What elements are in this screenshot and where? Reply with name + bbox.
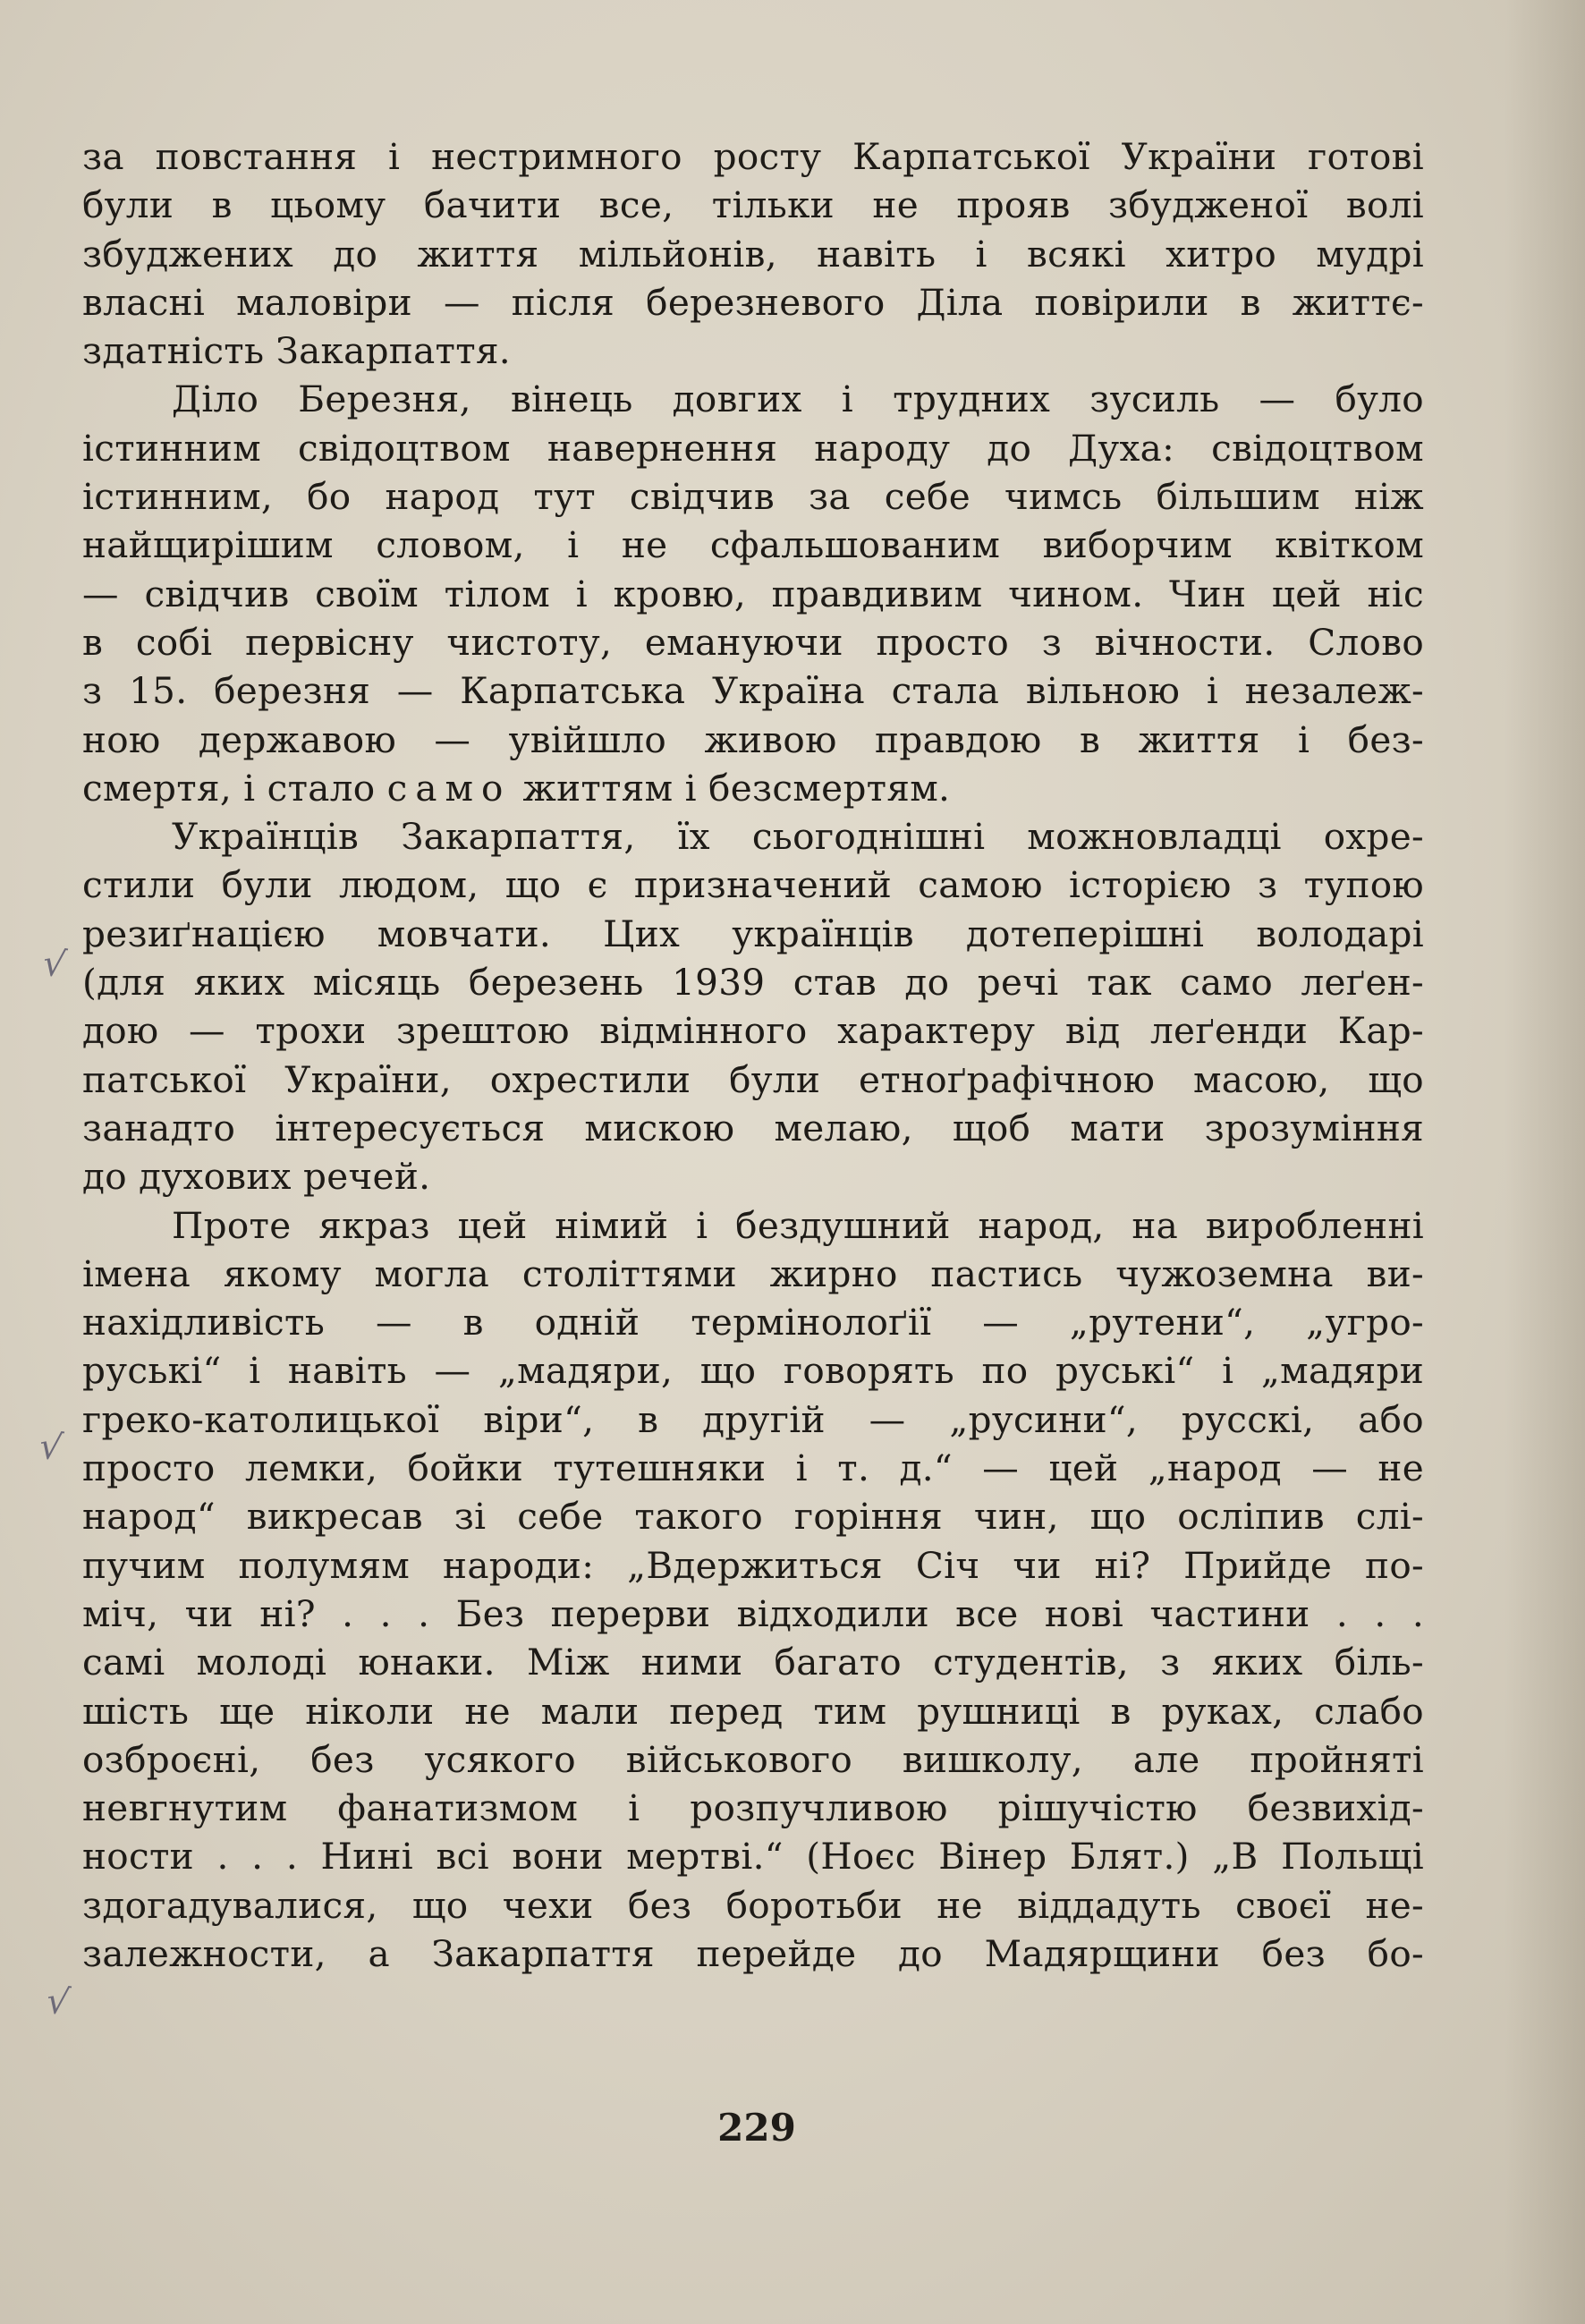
margin-checkmark: √: [39, 942, 69, 987]
body-text: [82, 132, 1424, 1978]
text-line: здогадувалися, що чехи без боротьби не віддадуть своєї не-: [82, 1883, 1424, 1927]
text-line: залежности, а Закарпаття перейде до Мадярщини без бо-: [82, 1931, 1424, 1975]
text-line: патської України, охрестили були етноґрафічною масою, що: [82, 1057, 1424, 1101]
page-number: 229: [717, 2106, 796, 2150]
text-line: імена якому могла століттями жирно пастись чужоземна ви-: [82, 1251, 1424, 1295]
text-line: міч, чи ні? . . . Без перерви відходили все нові частини . . .: [82, 1591, 1424, 1635]
emphasized-word: само: [386, 766, 512, 810]
text-fragment: життям і безсмертям.: [511, 766, 951, 810]
text-line: Проте якраз цей німий і бездушний народ, на виробленні: [172, 1203, 1424, 1247]
margin-checkmark: √: [36, 1425, 65, 1470]
text-line: збуджених до життя мільйонів, навіть і всякі хитро мудрі: [82, 232, 1424, 276]
text-line: озброєні, без усякого військового вишколу, але пройняті: [82, 1737, 1424, 1781]
text-line: з 15. березня — Карпатська Україна стала вільною і незалеж-: [82, 669, 1424, 713]
text-line: руські“ і навіть — „мадяри, що говорять по руські“ і „мадяри: [82, 1349, 1424, 1393]
text-line: занадто інтересується мискою мелаю, щоб мати зрозуміння: [82, 1106, 1424, 1149]
text-line: ности . . . Нині всі вони мертві.“ (Ноєс Вінер Блят.) „В Польщі: [82, 1835, 1424, 1879]
text-line: невгнутим фанатизмом і розпучливою рішучістю безвихід-: [82, 1786, 1424, 1830]
text-line: — свідчив своїм тілом і кровю, правдивим чином. Чин цей ніс: [82, 572, 1424, 615]
text-line: дою — трохи зрештою відмінного характеру від леґенди Кар-: [82, 1009, 1424, 1053]
text-line: самі молоді юнаки. Між ними багато студентів, з яких біль-: [82, 1641, 1424, 1684]
text-line: здатність Закарпаття.: [82, 329, 511, 373]
text-line: були в цьому бачити все, тільки не прояв збудженої волі: [82, 183, 1424, 227]
text-line: найщирішим словом, і не сфальшованим виборчим квітком: [82, 523, 1424, 567]
text-line: в собі первісну чистоту, емануючи просто з вічности. Слово: [82, 620, 1424, 664]
text-line: Діло Березня, вінець довгих і трудних зусиль — було: [172, 377, 1424, 421]
text-line: істинним свідоцтвом навернення народу до Духа: свідоцтвом: [82, 426, 1424, 470]
text-line: стили були людом, що є призначений самою історією з тупою: [82, 863, 1424, 907]
text-line: Українців Закарпаття, їх сьогоднішні можновладці охре-: [172, 815, 1424, 859]
text-line: греко-католицької віри“, в другій — „русини“, русскі, або: [82, 1397, 1424, 1441]
text-line: власні маловіри — після березневого Діла повірили в життє-: [82, 280, 1424, 324]
text-line: нахідливість — в одній термінолоґії — „рутени“, „угро-: [82, 1301, 1424, 1344]
text-line: за повстання і нестримного росту Карпатської України готові: [82, 135, 1424, 178]
margin-checkmark: √: [43, 1980, 72, 2024]
text-line: просто лемки, бойки тутешняки і т. д.“ — цей „народ — не: [82, 1446, 1424, 1490]
text-line: шість ще ніколи не мали перед тим рушниці в руках, слабо: [82, 1689, 1424, 1733]
text-line: народ“ викресав зі себе такого горіння чин, що осліпив слі-: [82, 1495, 1424, 1539]
text-line: [82, 764, 1424, 812]
text-line: істинним, бо народ тут свідчив за себе чимсь більшим ніж: [82, 475, 1424, 519]
text-line: (для яких місяць березень 1939 став до речі так само леґен-: [82, 961, 1424, 1005]
text-fragment: смертя, і стало: [82, 766, 387, 810]
text-line: до духових речей.: [82, 1155, 431, 1199]
text-line: пучим полумям народи: „Вдержиться Січ чи ні? Прийде по-: [82, 1543, 1424, 1587]
text-line: ною державою — увійшло живою правдою в життя і без-: [82, 717, 1424, 761]
text-line: резиґнацією мовчати. Цих українців дотеперішні володарі: [82, 912, 1424, 955]
